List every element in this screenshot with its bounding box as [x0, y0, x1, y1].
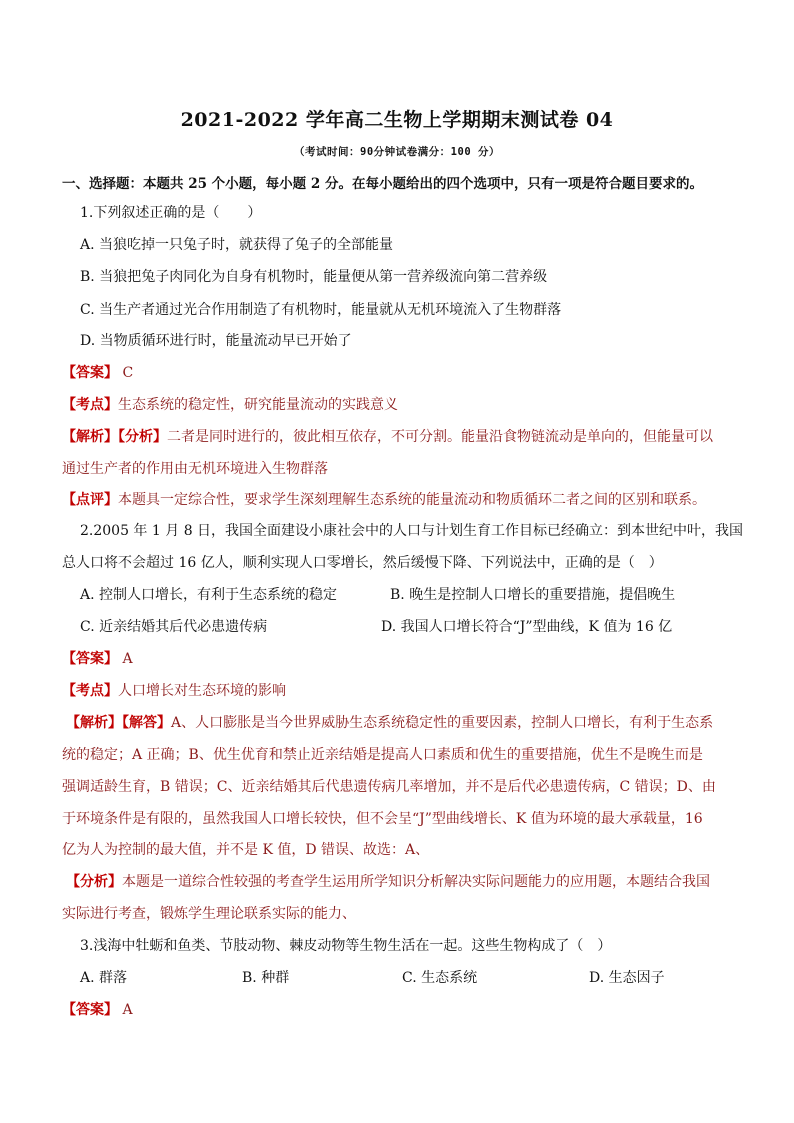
answer-label: 【答案】 — [62, 651, 118, 667]
question-1-answer — [62, 363, 712, 383]
question-1-option-c: C. 当生产者通过光合作用制造了有机物时，能量就从无机环境流入了生物群落 — [80, 302, 562, 318]
question-3-stem: 3.浅海中牡蛎和鱼类、节肢动物、棘皮动物等生物生活在一起。这些生物构成了（ ） — [80, 938, 612, 954]
question-2-stem-line-2: 总人口将不会超过 16 亿人，顺利实现人口零增长，然后缓慢下降、下列说法中，正确的是（ ） — [62, 555, 663, 571]
point-label: 【考点】 — [62, 397, 118, 413]
question-2-analysis-line-5: 亿为人为控制的最大值，并不是 K 值，D 错误、故选：A、 — [62, 842, 430, 858]
question-2-analysis-line-3: 强调适龄生育，B 错误；C、近亲结婚其后代患遗传病几率增加，并不是后代必患遗传病，C 错误；D、由 — [62, 779, 716, 795]
question-2-fenxi-line-1 — [66, 872, 716, 892]
question-2-analysis-line-1 — [66, 713, 716, 733]
answer-value: A — [118, 1002, 133, 1018]
point-text: 生态系统的稳定性，研究能量流动的实践意义 — [118, 397, 398, 413]
question-1-comment — [62, 490, 712, 510]
comment-text: 本题具一定综合性，要求学生深刻理解生态系统的能量流动和物质循环二者之间的区别和联系。 — [118, 492, 706, 508]
question-2-answer — [62, 649, 712, 669]
exam-info: （考试时间：90分钟试卷满分：100 分） — [294, 146, 500, 158]
answer-value: A — [118, 651, 133, 667]
analysis-text: 二者是同时进行的，彼此相互依存，不可分割。能量沿食物链流动是单向的，但能量可以 — [167, 429, 713, 445]
question-1-analysis-line-2: 通过生产者的作用由无机环境进入生物群落 — [62, 461, 328, 477]
point-text: 人口增长对生态环境的影响 — [118, 683, 286, 699]
question-3-answer — [62, 1000, 712, 1020]
question-2-stem-line-1: 2.2005 年 1 月 8 日，我国全面建设小康社会中的人口与计划生育工作目标已经确立：到本世纪中叶，我国 — [80, 523, 744, 539]
question-1-analysis-line-1 — [62, 427, 712, 447]
question-3-option-b: B. 种群 — [242, 970, 290, 986]
analysis-text: A、人口膨胀是当今世界威胁生态系统稳定性的重要因素，控制人口增长，有利于生态系 — [171, 715, 714, 731]
section-heading: 一、选择题：本题共 25 个小题，每小题 2 分。在每小题给出的四个选项中，只有一项是符合题目要求的。 — [62, 176, 703, 192]
question-1-stem: 1.下列叙述正确的是（ ） — [80, 205, 262, 221]
answer-value: C — [118, 365, 134, 381]
point-label: 【考点】 — [62, 683, 118, 699]
fenxi-text: 本题是一道综合性较强的考查学生运用所学知识分析解决实际问题能力的应用题，本题结合我国 — [122, 874, 710, 890]
comment-label: 【点评】 — [62, 492, 118, 508]
question-1-option-d: D. 当物质循环进行时，能量流动早已开始了 — [80, 333, 352, 349]
question-2-analysis-line-4: 于环境条件是有限的，虽然我国人口增长较快，但不会呈“J”型曲线增长、K 值为环境的最大承载量，16 — [62, 811, 703, 827]
question-2-option-b: B. 晚生是控制人口增长的重要措施，提倡晚生 — [390, 587, 676, 603]
question-3-option-c: C. 生态系统 — [402, 970, 478, 986]
answer-label: 【答案】 — [62, 365, 118, 381]
question-2-point — [62, 681, 712, 701]
question-1-point — [62, 395, 712, 415]
question-2-fenxi-line-2: 实际进行考查，锻炼学生理论联系实际的能力、 — [62, 906, 356, 922]
analysis-label: 【解析】【解答】 — [66, 715, 171, 731]
analysis-label: 【解析】【分析】 — [62, 429, 167, 445]
fenxi-label: 【分析】 — [66, 874, 122, 890]
question-1-option-a: A. 当狼吃掉一只兔子时，就获得了兔子的全部能量 — [80, 237, 394, 253]
question-3-option-d: D. 生态因子 — [589, 970, 665, 986]
question-1-option-b: B. 当狼把兔子肉同化为自身有机物时，能量便从第一营养级流向第二营养级 — [80, 269, 548, 285]
page-title: 2021-2022 学年高二生物上学期期末测试卷 04 — [180, 109, 614, 131]
question-3-option-a: A. 群落 — [80, 970, 128, 986]
question-2-option-a: A. 控制人口增长，有利于生态系统的稳定 — [80, 587, 338, 603]
question-2-option-c: C. 近亲结婚其后代必患遗传病 — [80, 619, 268, 635]
question-2-option-d: D. 我国人口增长符合“J”型曲线，K 值为 16 亿 — [381, 619, 673, 635]
question-2-analysis-line-2: 统的稳定；A 正确；B、优生优育和禁止近亲结婚是提高人口素质和优生的重要措施，优生不是晚生而是 — [62, 747, 703, 763]
answer-label: 【答案】 — [62, 1002, 118, 1018]
